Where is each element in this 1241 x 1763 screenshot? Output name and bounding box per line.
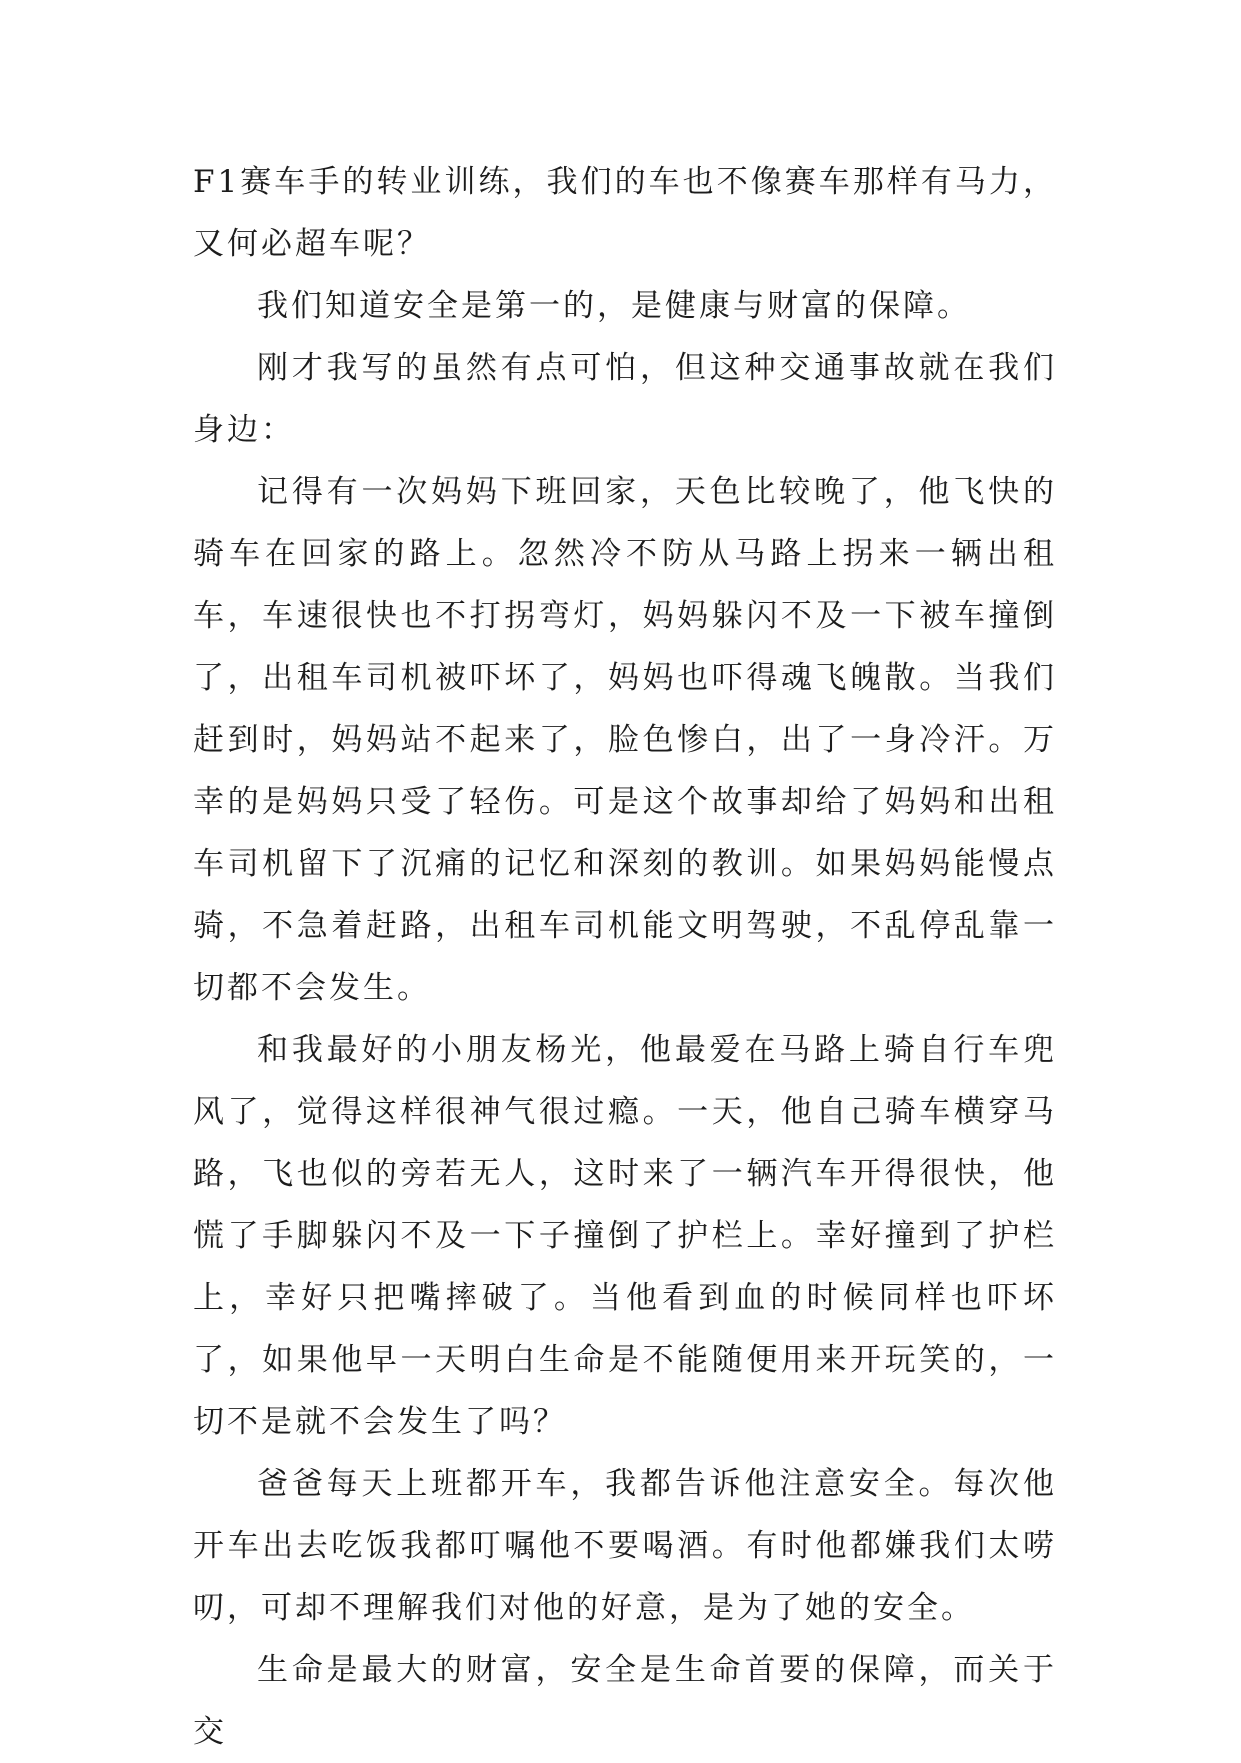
paragraph-safety-first: 我们知道安全是第一的，是健康与财富的保障。: [257, 288, 971, 324]
paragraph-intro-accidents: 刚才我写的虽然有点可怕，但这种交通事故就在我们身边：: [193, 350, 1057, 448]
paragraph-continuation: F1赛车手的转业训练，我们的车也不像赛车那样有马力，又何必超车呢？: [193, 164, 1057, 262]
paragraph-father-driving: 爸爸每天上班都开车，我都告诉他注意安全。每次他开车出去吃饭我都叮嘱他不要喝酒。有时他都嫌我们太唠叨，可却不理解我们对他的好意，是为了她的安全。: [193, 1466, 1057, 1626]
paragraph-mother-accident: 记得有一次妈妈下班回家，天色比较晚了，他飞快的骑车在回家的路上。忽然冷不防从马路上拐来一辆出租车，车速很快也不打拐弯灯，妈妈躲闪不及一下被车撞倒了，出租车司机被吓坏了，妈妈也吓得魂飞魄散。当我们赶到时，妈妈站不起来了，脸色惨白，出了一身冷汗。万幸的是妈妈只受了轻伤。可是这个故事却给了妈妈和出租车司机留下了沉痛的记忆和深刻的教训。如果妈妈能慢点骑，不急着赶路，出租车司机能文明驾驶，不乱停乱靠一切都不会发生。: [193, 474, 1057, 1006]
document-body: [193, 151, 1057, 1763]
paragraph-conclusion-start: 生命是最大的财富，安全是生命首要的保障，而关于交: [193, 1652, 1057, 1750]
paragraph-friend-accident: 和我最好的小朋友杨光，他最爱在马路上骑自行车兜风了，觉得这样很神气很过瘾。一天，他自己骑车横穿马路，飞也似的旁若无人，这时来了一辆汽车开得很快，他慌了手脚躲闪不及一下子撞倒了护栏上。幸好撞到了护栏上，幸好只把嘴摔破了。当他看到血的时候同样也吓坏了，如果他早一天明白生命是不能随便用来开玩笑的，一切不是就不会发生了吗？: [193, 1032, 1057, 1440]
